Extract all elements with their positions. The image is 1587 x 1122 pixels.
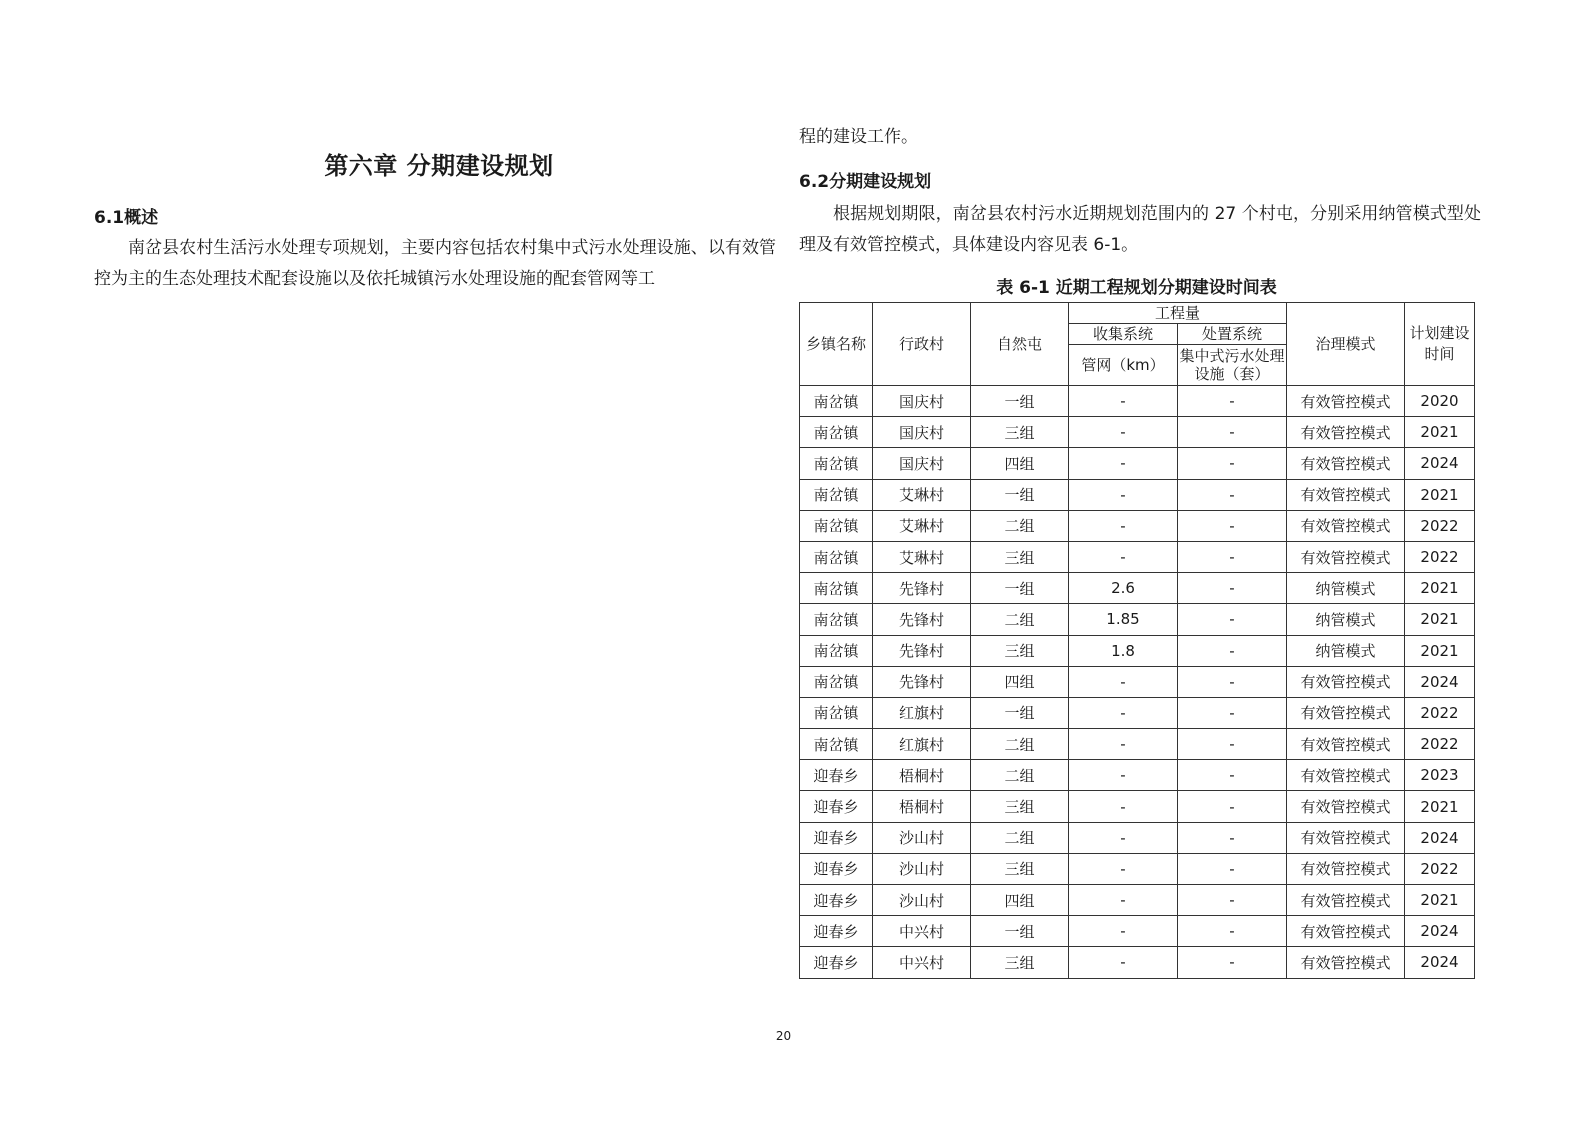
natural-village-cell: 一组 xyxy=(971,916,1069,947)
year-cell: 2021 xyxy=(1405,479,1475,510)
township-cell: 南岔镇 xyxy=(800,541,873,572)
facility-cell: - xyxy=(1178,760,1287,791)
facility-cell: - xyxy=(1178,510,1287,541)
year-cell: 2022 xyxy=(1405,729,1475,760)
section-6-2-paragraph: 根据规划期限，南岔县农村污水近期规划范围内的 27 个村屯，分别采用纳管模式型处理及有效管控模式，具体建设内容见表 6-1。 xyxy=(799,204,1481,255)
pipe-cell: - xyxy=(1069,448,1178,479)
table-row xyxy=(800,448,1475,479)
year-cell: 2022 xyxy=(1405,853,1475,884)
facility-cell: - xyxy=(1178,386,1287,417)
header-quantity: 工程量 xyxy=(1069,303,1287,324)
year-cell: 2024 xyxy=(1405,822,1475,853)
natural-village-cell: 一组 xyxy=(971,479,1069,510)
mode-cell: 有效管控模式 xyxy=(1287,822,1405,853)
township-cell: 迎春乡 xyxy=(800,822,873,853)
facility-cell: - xyxy=(1178,666,1287,697)
natural-village-cell: 二组 xyxy=(971,760,1069,791)
year-cell: 2021 xyxy=(1405,573,1475,604)
admin-village-cell: 先锋村 xyxy=(873,666,971,697)
page-number: 20 xyxy=(775,1029,792,1043)
natural-village-cell: 四组 xyxy=(971,448,1069,479)
facility-cell: - xyxy=(1178,541,1287,572)
natural-village-cell: 三组 xyxy=(971,791,1069,822)
pipe-cell: - xyxy=(1069,541,1178,572)
table-row xyxy=(800,760,1475,791)
mode-cell: 纳管模式 xyxy=(1287,604,1405,635)
year-cell: 2021 xyxy=(1405,885,1475,916)
mode-cell: 有效管控模式 xyxy=(1287,666,1405,697)
year-cell: 2023 xyxy=(1405,760,1475,791)
admin-village-cell: 沙山村 xyxy=(873,853,971,884)
section-6-1-continuation: 程的建设工作。 xyxy=(799,127,918,147)
facility-cell: - xyxy=(1178,916,1287,947)
natural-village-cell: 二组 xyxy=(971,604,1069,635)
admin-village-cell: 梧桐村 xyxy=(873,760,971,791)
township-cell: 迎春乡 xyxy=(800,791,873,822)
facility-cell: - xyxy=(1178,573,1287,604)
township-cell: 迎春乡 xyxy=(800,947,873,978)
mode-cell: 有效管控模式 xyxy=(1287,386,1405,417)
year-cell: 2022 xyxy=(1405,697,1475,728)
natural-village-cell: 三组 xyxy=(971,947,1069,978)
facility-cell: - xyxy=(1178,604,1287,635)
facility-cell: - xyxy=(1178,885,1287,916)
mode-cell: 有效管控模式 xyxy=(1287,853,1405,884)
township-cell: 南岔镇 xyxy=(800,510,873,541)
year-cell: 2020 xyxy=(1405,386,1475,417)
pipe-cell: 1.85 xyxy=(1069,604,1178,635)
table-row xyxy=(800,822,1475,853)
table-row xyxy=(800,791,1475,822)
natural-village-cell: 二组 xyxy=(971,729,1069,760)
township-cell: 南岔镇 xyxy=(800,573,873,604)
pipe-cell: - xyxy=(1069,947,1178,978)
admin-village-cell: 艾琳村 xyxy=(873,541,971,572)
mode-cell: 有效管控模式 xyxy=(1287,417,1405,448)
natural-village-cell: 四组 xyxy=(971,666,1069,697)
pipe-cell: - xyxy=(1069,916,1178,947)
table-row xyxy=(800,417,1475,448)
natural-village-cell: 二组 xyxy=(971,510,1069,541)
table-row xyxy=(800,947,1475,978)
table-row xyxy=(800,479,1475,510)
facility-cell: - xyxy=(1178,417,1287,448)
natural-village-cell: 三组 xyxy=(971,417,1069,448)
table-row xyxy=(800,604,1475,635)
year-cell: 2024 xyxy=(1405,916,1475,947)
mode-cell: 有效管控模式 xyxy=(1287,916,1405,947)
header-pipe: 管网（km） xyxy=(1069,345,1178,386)
township-cell: 南岔镇 xyxy=(800,666,873,697)
table-caption: 表 6-1 近期工程规划分期建设时间表 xyxy=(996,278,1277,298)
pipe-cell: - xyxy=(1069,666,1178,697)
pipe-cell: - xyxy=(1069,729,1178,760)
table-row xyxy=(800,510,1475,541)
township-cell: 迎春乡 xyxy=(800,916,873,947)
table-row xyxy=(800,386,1475,417)
admin-village-cell: 艾琳村 xyxy=(873,510,971,541)
township-cell: 迎春乡 xyxy=(800,853,873,884)
mode-cell: 有效管控模式 xyxy=(1287,885,1405,916)
table-row xyxy=(800,916,1475,947)
admin-village-cell: 中兴村 xyxy=(873,916,971,947)
table-body xyxy=(800,386,1475,979)
table-row xyxy=(800,635,1475,666)
township-cell: 南岔镇 xyxy=(800,386,873,417)
facility-cell: - xyxy=(1178,791,1287,822)
table-row xyxy=(800,573,1475,604)
natural-village-cell: 三组 xyxy=(971,541,1069,572)
facility-cell: - xyxy=(1178,947,1287,978)
section-6-1-paragraph: 南岔县农村生活污水处理专项规划，主要内容包括农村集中式污水处理设施、以有效管控为主的生态处理技术配套设施以及依托城镇污水处理设施的配套管网等工 xyxy=(94,238,776,289)
township-cell: 南岔镇 xyxy=(800,448,873,479)
township-cell: 南岔镇 xyxy=(800,697,873,728)
mode-cell: 纳管模式 xyxy=(1287,635,1405,666)
facility-cell: - xyxy=(1178,729,1287,760)
pipe-cell: - xyxy=(1069,510,1178,541)
natural-village-cell: 四组 xyxy=(971,885,1069,916)
township-cell: 南岔镇 xyxy=(800,604,873,635)
township-cell: 南岔镇 xyxy=(800,479,873,510)
year-cell: 2024 xyxy=(1405,448,1475,479)
facility-cell: - xyxy=(1178,822,1287,853)
admin-village-cell: 艾琳村 xyxy=(873,479,971,510)
admin-village-cell: 红旗村 xyxy=(873,697,971,728)
admin-village-cell: 先锋村 xyxy=(873,604,971,635)
pipe-cell: - xyxy=(1069,386,1178,417)
table-row xyxy=(800,885,1475,916)
natural-village-cell: 一组 xyxy=(971,386,1069,417)
mode-cell: 有效管控模式 xyxy=(1287,729,1405,760)
facility-cell: - xyxy=(1178,635,1287,666)
header-year: 计划建设时间 xyxy=(1405,303,1475,386)
pipe-cell: - xyxy=(1069,417,1178,448)
year-cell: 2021 xyxy=(1405,635,1475,666)
table-row xyxy=(800,853,1475,884)
mode-cell: 有效管控模式 xyxy=(1287,791,1405,822)
admin-village-cell: 先锋村 xyxy=(873,635,971,666)
year-cell: 2024 xyxy=(1405,666,1475,697)
mode-cell: 有效管控模式 xyxy=(1287,448,1405,479)
admin-village-cell: 沙山村 xyxy=(873,885,971,916)
admin-village-cell: 国庆村 xyxy=(873,386,971,417)
natural-village-cell: 三组 xyxy=(971,853,1069,884)
section-6-1-heading: 6.1概述 xyxy=(94,208,159,228)
mode-cell: 有效管控模式 xyxy=(1287,947,1405,978)
header-treatment: 处置系统 xyxy=(1178,324,1287,345)
mode-cell: 有效管控模式 xyxy=(1287,541,1405,572)
mode-cell: 有效管控模式 xyxy=(1287,697,1405,728)
pipe-cell: 1.8 xyxy=(1069,635,1178,666)
natural-village-cell: 一组 xyxy=(971,697,1069,728)
admin-village-cell: 国庆村 xyxy=(873,417,971,448)
header-collection: 收集系统 xyxy=(1069,324,1178,345)
pipe-cell: 2.6 xyxy=(1069,573,1178,604)
table-row xyxy=(800,666,1475,697)
header-facility: 集中式污水处理设施（套） xyxy=(1178,345,1287,386)
pipe-cell: - xyxy=(1069,697,1178,728)
mode-cell: 有效管控模式 xyxy=(1287,510,1405,541)
year-cell: 2021 xyxy=(1405,417,1475,448)
year-cell: 2024 xyxy=(1405,947,1475,978)
mode-cell: 有效管控模式 xyxy=(1287,760,1405,791)
facility-cell: - xyxy=(1178,853,1287,884)
admin-village-cell: 沙山村 xyxy=(873,822,971,853)
pipe-cell: - xyxy=(1069,479,1178,510)
natural-village-cell: 一组 xyxy=(971,573,1069,604)
table-row xyxy=(800,729,1475,760)
header-mode: 治理模式 xyxy=(1287,303,1405,386)
chapter-title: 第六章 分期建设规划 xyxy=(324,152,554,180)
pipe-cell: - xyxy=(1069,791,1178,822)
facility-cell: - xyxy=(1178,697,1287,728)
facility-cell: - xyxy=(1178,479,1287,510)
schedule-table xyxy=(799,302,1475,979)
year-cell: 2021 xyxy=(1405,604,1475,635)
facility-cell: - xyxy=(1178,448,1287,479)
year-cell: 2021 xyxy=(1405,791,1475,822)
natural-village-cell: 二组 xyxy=(971,822,1069,853)
year-cell: 2022 xyxy=(1405,541,1475,572)
township-cell: 迎春乡 xyxy=(800,760,873,791)
header-natural-village: 自然屯 xyxy=(971,303,1069,386)
township-cell: 南岔镇 xyxy=(800,729,873,760)
mode-cell: 纳管模式 xyxy=(1287,573,1405,604)
township-cell: 南岔镇 xyxy=(800,635,873,666)
admin-village-cell: 红旗村 xyxy=(873,729,971,760)
admin-village-cell: 国庆村 xyxy=(873,448,971,479)
pipe-cell: - xyxy=(1069,760,1178,791)
pipe-cell: - xyxy=(1069,885,1178,916)
township-cell: 南岔镇 xyxy=(800,417,873,448)
mode-cell: 有效管控模式 xyxy=(1287,479,1405,510)
header-township: 乡镇名称 xyxy=(800,303,873,386)
table-row xyxy=(800,541,1475,572)
township-cell: 迎春乡 xyxy=(800,885,873,916)
year-cell: 2022 xyxy=(1405,510,1475,541)
table-row xyxy=(800,697,1475,728)
pipe-cell: - xyxy=(1069,822,1178,853)
section-6-2-heading: 6.2分期建设规划 xyxy=(799,172,932,192)
admin-village-cell: 中兴村 xyxy=(873,947,971,978)
admin-village-cell: 先锋村 xyxy=(873,573,971,604)
pipe-cell: - xyxy=(1069,853,1178,884)
admin-village-cell: 梧桐村 xyxy=(873,791,971,822)
header-admin-village: 行政村 xyxy=(873,303,971,386)
natural-village-cell: 三组 xyxy=(971,635,1069,666)
